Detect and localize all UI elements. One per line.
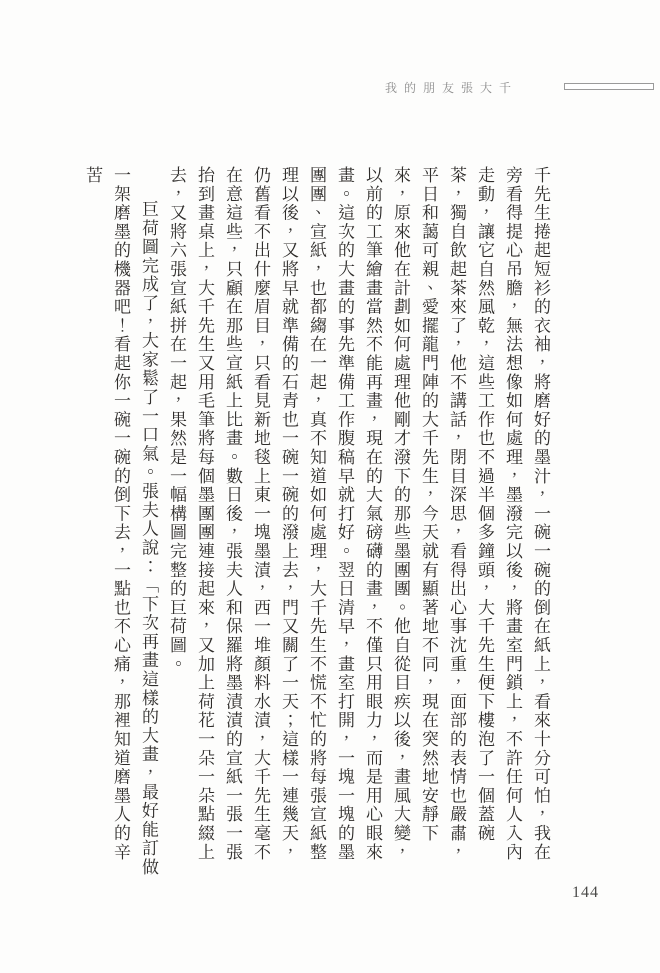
paragraph-continuation: 千先生捲起短衫的衣袖，將磨好的墨汁，一碗一碗的倒在紙上，看來十分可怕，我在旁看得提心吊膽，無法想像如何處理，墨潑完以後，將畫室門鎖上，不許任何人入內走動，讓它自然風乾，這些工作也不過半個多鐘頭，大千先生便下樓泡了一個蓋碗茶，獨自飲起茶來了，他不講話，閉目深思，看得出心事沈重，面部的表情也嚴肅，平日和藹可親、愛擺龍門陣的大千先生，今天就有顯著地不同，現在突然地安靜下來，原來他在計劃如何處理他剛才潑下的那些墨團團。他自從目疾以後，畫風大變，以前的工筆繪畫當然不能再畫，現在的大氣磅礴的畫，不僅只用眼力，而是用心眼來畫。這次的大畫的事先準備工作腹稿早就打好。翌日清早，畫室打開，一塊一塊的墨團團、宣紙，也都縐在一起，真不知道如何處理，大千先生不慌不忙的將每張宣紙整理以後，又將早就準備的石青也一碗一碗的潑上去，門又關了一天；這樣一連幾天，仍舊看不出什麼眉目，只看見新地毯上東一塊墨漬，西一堆顏料水漬，大千先生毫不在意這些，只顧在那些宣紙上比畫。數日後，張夫人和保羅將墨漬漬的宣紙一張一張抬到畫桌上，大千先生又用毛筆將每個墨團團連接起來，又加上荷花一朵一朵點綴上去，又將六張宣紙拼在一起，果然是一幅構圖完整的巨荷圖。	[167, 166, 550, 862]
paragraph-new: 巨荷圖完成了，大家鬆了一口氣。張夫人說：「下次再畫這樣的大畫，最好能訂做一架磨墨的機器吧！看起你一碗一碗的倒下去，一點也不心痛，那裡知道磨墨人的辛苦	[83, 166, 158, 877]
header-rule-ornament	[564, 83, 654, 90]
body-text	[78, 166, 554, 880]
running-header: 我的朋友張大千	[384, 81, 518, 95]
page-number: 144	[572, 884, 599, 901]
